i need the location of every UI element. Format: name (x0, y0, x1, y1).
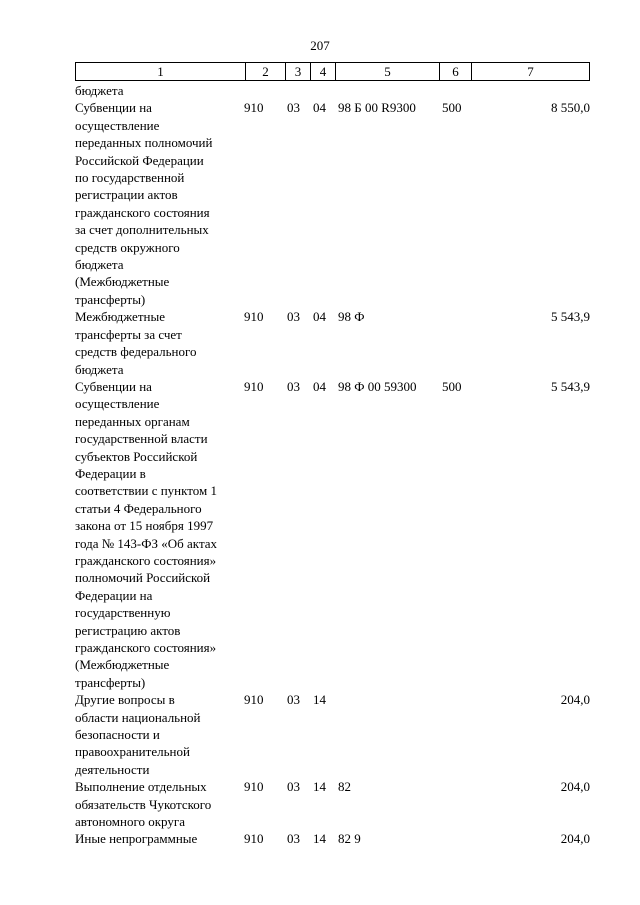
column-header-4: 4 (311, 63, 336, 80)
row-subsection: 04 (313, 309, 326, 325)
row-admin-code: 910 (244, 100, 264, 116)
row-target-article: 82 9 (338, 831, 361, 847)
row-amount: 204,0 (560, 779, 590, 795)
row-subsection: 14 (313, 779, 326, 795)
row-target-article: 98 Ф (338, 309, 365, 325)
row-section: 03 (287, 779, 300, 795)
table-row (75, 691, 593, 778)
row-section: 03 (287, 100, 300, 116)
column-header-2: 2 (246, 63, 286, 80)
row-name: Выполнение отдельных обязательств Чукотского автономного округа (75, 779, 212, 830)
row-subsection: 04 (313, 100, 326, 116)
row-target-article: 82 (338, 779, 351, 795)
column-header-6: 6 (440, 63, 472, 80)
row-target-article: 98 Ф 00 59300 (338, 378, 417, 394)
row-subsection: 04 (313, 378, 326, 394)
row-expense-type: 500 (442, 100, 462, 116)
row-admin-code: 910 (244, 831, 264, 847)
row-name: Субвенции на осуществление переданных полномочий Российской Федерации по государственной регистрации актов гражданского состояния за счет дополнительных средств окружного бюджета (Межбюджетные трансферты) (75, 100, 213, 307)
page-number: 207 (310, 38, 330, 53)
row-name: Другие вопросы в области национальной безопасности и правоохранительной деятельности (75, 692, 201, 777)
table-row (75, 778, 593, 830)
row-admin-code: 910 (244, 378, 264, 394)
table-row (75, 82, 593, 99)
column-header-5: 5 (336, 63, 440, 80)
row-amount: 204,0 (560, 831, 590, 847)
row-section: 03 (287, 378, 300, 394)
row-section: 03 (287, 831, 300, 847)
table-row (75, 830, 593, 847)
row-admin-code: 910 (244, 779, 264, 795)
row-target-article: 98 Б 00 R9300 (338, 100, 416, 116)
row-subsection: 14 (313, 692, 326, 708)
table-row (75, 99, 593, 308)
table-header (75, 62, 590, 81)
row-admin-code: 910 (244, 692, 264, 708)
row-section: 03 (287, 692, 300, 708)
row-subsection: 14 (313, 831, 326, 847)
row-name: бюджета (75, 83, 124, 98)
row-admin-code: 910 (244, 309, 264, 325)
row-name: Субвенции на осуществление переданных органам государственной власти субъектов Российской Федерации в соответствии с пунктом 1 статьи 4 Федерального закона от 15 ноября 1997 года № 143-ФЗ «Об актах гражданского состояния» полномочий Российской Федерации на государственную регистрацию актов гражданского состояния» (Межбюджетные трансферты) (75, 378, 218, 690)
table-row (75, 308, 593, 378)
row-amount: 5 543,9 (551, 378, 590, 394)
column-header-3: 3 (286, 63, 311, 80)
row-name: Межбюджетные трансферты за счет средств федерального бюджета (75, 309, 197, 377)
column-header-7: 7 (527, 64, 534, 79)
row-name: Иные непрограммные (75, 831, 198, 847)
table-row (75, 378, 593, 691)
row-section: 03 (287, 309, 300, 325)
row-amount: 8 550,0 (551, 100, 590, 116)
row-amount: 5 543,9 (551, 309, 590, 325)
column-header-1: 1 (76, 63, 246, 80)
row-amount: 204,0 (560, 692, 590, 708)
table-body (75, 82, 593, 848)
row-expense-type: 500 (442, 378, 462, 394)
